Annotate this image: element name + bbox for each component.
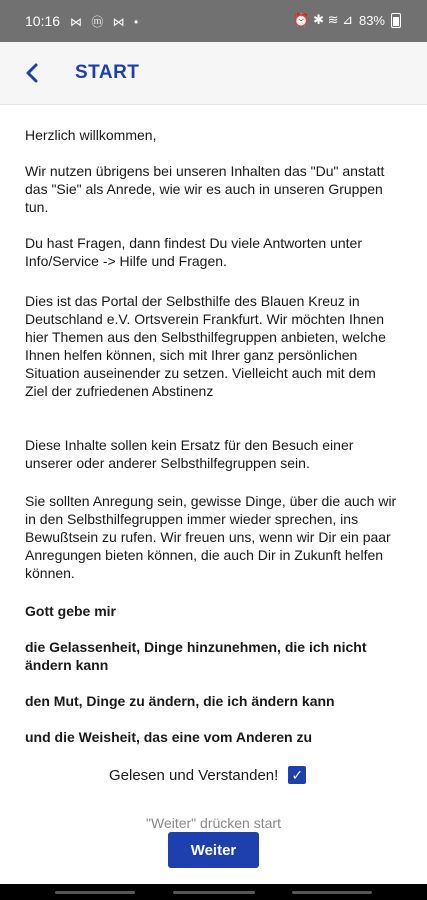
battery-percent: 83% xyxy=(358,12,385,28)
page-title: START xyxy=(75,62,140,83)
greeting-text: Herzlich willkommen, xyxy=(25,127,157,143)
status-right xyxy=(293,12,401,28)
prayer-line-2: die Gelassenheit, Dinge hinzunehmen, die ich nicht ändern kann xyxy=(25,639,367,673)
prayer-line-1: Gott gebe mir xyxy=(25,603,117,619)
notification-icons: ⋈ ⓜ ⋈ • xyxy=(70,15,142,29)
paragraph-ersatz: Diese Inhalte sollen kein Ersatz für den Besuch einer unserer oder anderer Selbsthilfegruppen sein. xyxy=(25,437,354,471)
nav-home-handle[interactable] xyxy=(173,891,255,894)
status-bar xyxy=(0,0,427,42)
paragraph-du: Wir nutzen übrigens bei unseren Inhalten das "Du" anstatt das "Sie" als Anrede, wie wir es auch in unseren Gruppen tun. xyxy=(25,163,385,215)
confirm-label: Gelesen und Verstanden! xyxy=(109,766,279,784)
chevron-left-icon xyxy=(18,58,48,88)
system-nav-bar xyxy=(0,884,427,900)
app-bar xyxy=(0,42,427,105)
prayer-line-4: und die Weisheit, das eine vom Anderen zu xyxy=(25,729,313,745)
system-icons: ⏰ ✱ ≋ ⊿ xyxy=(293,12,353,27)
paragraph-portal: Dies ist das Portal der Selbsthilfe des Blauen Kreuz in Deutschland e.V. Ortsverein Frankfurt. Wir möchten Ihnen hier Themen aus den Selbsthilfegruppen anbieten, welche Ihnen helfen können, sich mit Ihrer ganz persönlichen Situation auseinender zu setzen. Vielleicht auch mit dem Ziel der zufriedenen Abstinenz xyxy=(25,293,386,399)
nav-back-handle[interactable] xyxy=(292,891,372,894)
weiter-button[interactable]: Weiter xyxy=(168,832,259,868)
confirm-checkbox[interactable] xyxy=(288,766,306,784)
check-icon: ✓ xyxy=(291,766,304,783)
hint-text: "Weiter" drücken start xyxy=(146,815,281,831)
paragraph-anregung: Sie sollten Anregung sein, gewisse Dinge, über die auch wir in den Selbsthilfegruppen immer wieder sprechen, ins Bewußtsein zu rufen. Wir freuen uns, wenn wir Dir ein paar Anregungen bieten können, die auch Dir in Zukunft helfen können. xyxy=(25,493,397,581)
nav-recent-handle[interactable] xyxy=(55,891,135,894)
back-button[interactable] xyxy=(18,58,48,88)
paragraph-fragen: Du hast Fragen, dann findest Du viele Antworten unter Info/Service -> Hilfe und Fragen. xyxy=(25,235,362,269)
prayer-line-3: den Mut, Dinge zu ändern, die ich ändern kann xyxy=(25,693,335,709)
status-time: 10:16 xyxy=(25,13,61,29)
battery-icon xyxy=(391,13,401,28)
confirm-row[interactable] xyxy=(109,766,306,784)
